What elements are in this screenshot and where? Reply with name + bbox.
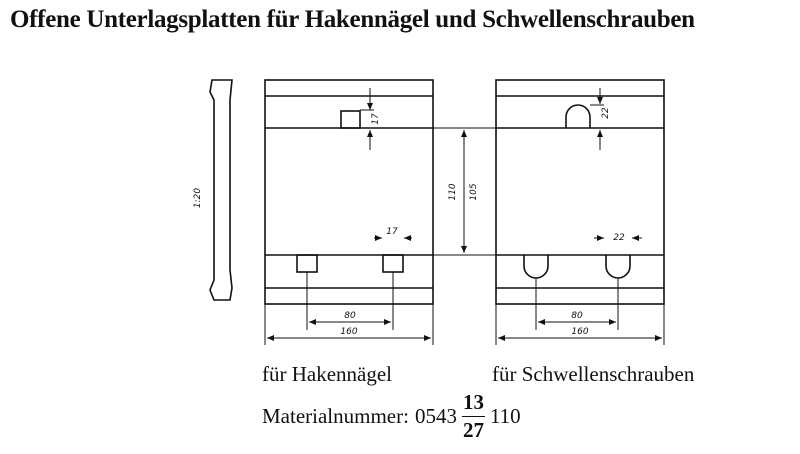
left-spacing-dim: 80 xyxy=(344,311,356,321)
material-prefix: 0543 xyxy=(414,404,457,428)
material-numerator: 13 xyxy=(462,392,485,417)
left-width-dim: 160 xyxy=(340,327,358,337)
right-plate xyxy=(496,80,664,304)
right-bottom-slot-dim: 22 xyxy=(613,233,625,243)
material-suffix: 110 xyxy=(489,404,521,428)
right-top-slot-dim: 22 xyxy=(601,107,611,119)
right-dimensions xyxy=(496,88,664,345)
left-plate xyxy=(265,80,433,304)
left-bottom-hole-2 xyxy=(383,255,403,272)
right-spacing-dim: 80 xyxy=(571,311,583,321)
left-bottom-hole-1 xyxy=(297,255,317,272)
right-caption: für Schwellenschrauben xyxy=(492,362,695,386)
right-bottom-slot-1 xyxy=(524,255,548,278)
material-label: Materialnummer: xyxy=(262,404,409,428)
material-number xyxy=(262,392,521,441)
right-top-slot xyxy=(566,105,590,128)
left-top-hole xyxy=(341,111,360,128)
side-view-profile xyxy=(210,80,232,300)
inclination-label: 1:20 xyxy=(193,187,203,209)
center-outer-dim: 110 xyxy=(448,183,458,201)
material-fraction xyxy=(462,392,485,441)
page-title: Offene Unterlagsplatten für Hakennägel und Schwellenschrauben xyxy=(10,6,695,33)
right-width-dim: 160 xyxy=(571,327,589,337)
left-dimensions xyxy=(265,88,433,345)
center-dimensions xyxy=(433,128,496,255)
material-denominator: 27 xyxy=(462,418,484,442)
right-bottom-slot-2 xyxy=(606,255,630,278)
center-inner-dim: 105 xyxy=(469,183,479,201)
left-bottom-hole-dim: 17 xyxy=(386,227,398,237)
left-top-hole-dim: 17 xyxy=(371,113,381,125)
left-caption: für Hakennägel xyxy=(262,362,393,386)
